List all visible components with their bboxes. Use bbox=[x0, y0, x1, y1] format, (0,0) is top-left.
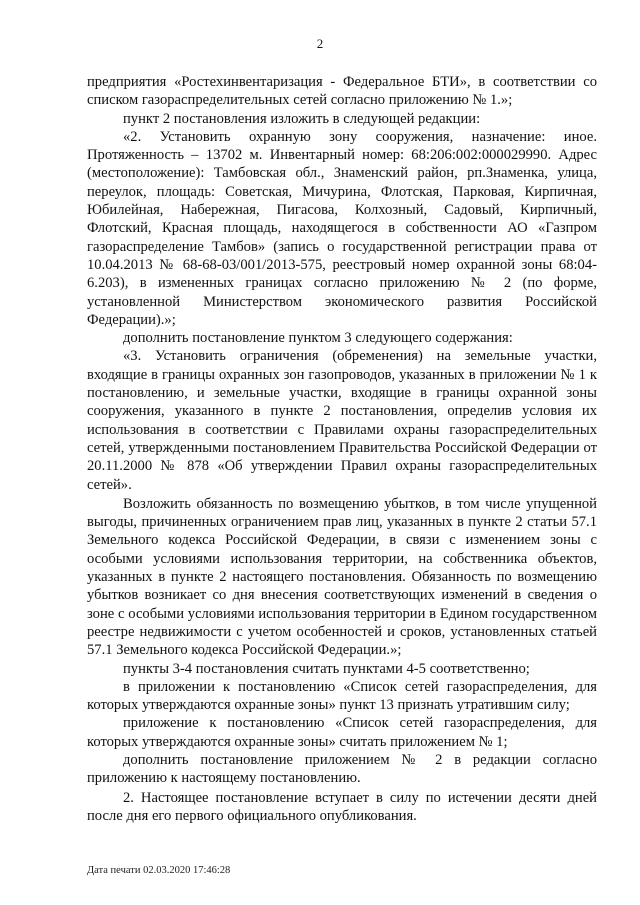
paragraph-compensation: Возложить обязанность по возмещению убытков, в том числе упущенной выгоды, причиненных ограничением прав лиц, указанных в пункте 2 статьи 57.1 Земельного кодекса Российской Федерации, в связи с изменением зоны с особыми условиями использования территории, на собственника объектов, указанных в пункте 2 настоящего постановления. Обязанность по возмещению убытков возникает со дня внесения соответствующих изменений в сведения о зоне с особыми условиями использования территории в Едином государственном реестре недвижимости с учетом особенностей и сроков, установленных статьей 57.1 Земельного кодекса Российской Федерации.»; bbox=[87, 495, 597, 659]
paragraph-effective-date: 2. Настоящее постановление вступает в силу по истечении десяти дней после дня его первого официального опубликования. bbox=[87, 789, 597, 824]
paragraph-renumbering: пункты 3-4 постановления считать пунктами 4-5 соответственно; bbox=[123, 660, 530, 677]
paragraph-item-3-text: «3. Установить ограничения (обременения) на земельные участки, входящие в границы охранных зон газопроводов, указанных в приложении № 1 к постановлению, и земельные участки, входящие в границы охранной зоны сооружения, указанного в пункте 2 постановления, определив условия их использования в соответствии с Правилами охраны газораспределительных сетей, утвержденными постановлением Правительства Российской Федерации от 20.11.2000 № 878 «Об утверждении Правил охраны газораспределительных сетей». bbox=[87, 348, 597, 493]
paragraph-appendix-1: приложение к постановлению «Список сетей газораспределения, для которых утверждаются охранные зоны» считать приложением № 1; bbox=[87, 715, 597, 750]
paragraph-appendix-2: дополнить постановление приложением № 2 в редакции согласно приложению к настоящему постановлению. bbox=[87, 751, 597, 787]
paragraph-item-2-text: «2. Установить охранную зону сооружения, назначение: иное. Протяженность – 13702 м. Инвентарный номер: 68:206:002:000029990. Адрес (местоположение): Тамбовская обл., Знаменский район, рп.Знаменка, улица, переулок, площадь: Советская, Мичурина, Флотская, Парковая, Кирпичная, Юбилейная, Набережная, Пигасова, Колхозный, Садовый, Кирпичный, Флотский, Красная площадь, находящегося в собственности АО «Газпром газораспределение Тамбов» (запись о государственной регистрации права от 10.04.2013 № 68-68-03/001/2013-575, реестровый номер охранной зоны 68:04-6.203), в измененных границах согласно приложению № 2 (по форме, установленной Министерством экономического развития Российской Федерации).»; bbox=[87, 128, 597, 328]
print-date-footer: Дата печати 02.03.2020 17:46:28 bbox=[87, 865, 231, 876]
paragraph-continuation: предприятия «Ростехинвентаризация - Федеральное БТИ», в соответствии со списком газораспределительных сетей согласно приложению № 1.»; bbox=[87, 74, 597, 109]
document-body bbox=[87, 73, 597, 825]
paragraph-item-3-intro: дополнить постановление пунктом 3 следующего содержания: bbox=[123, 330, 513, 347]
page-number: 2 bbox=[316, 36, 324, 51]
paragraph-item-2-intro: пункт 2 постановления изложить в следующей редакции: bbox=[123, 110, 481, 127]
paragraph-appendix-item-13: в приложении к постановлению «Список сетей газораспределения, для которых утверждаются охранные зоны» пункт 13 признать утратившим силу; bbox=[87, 678, 597, 714]
